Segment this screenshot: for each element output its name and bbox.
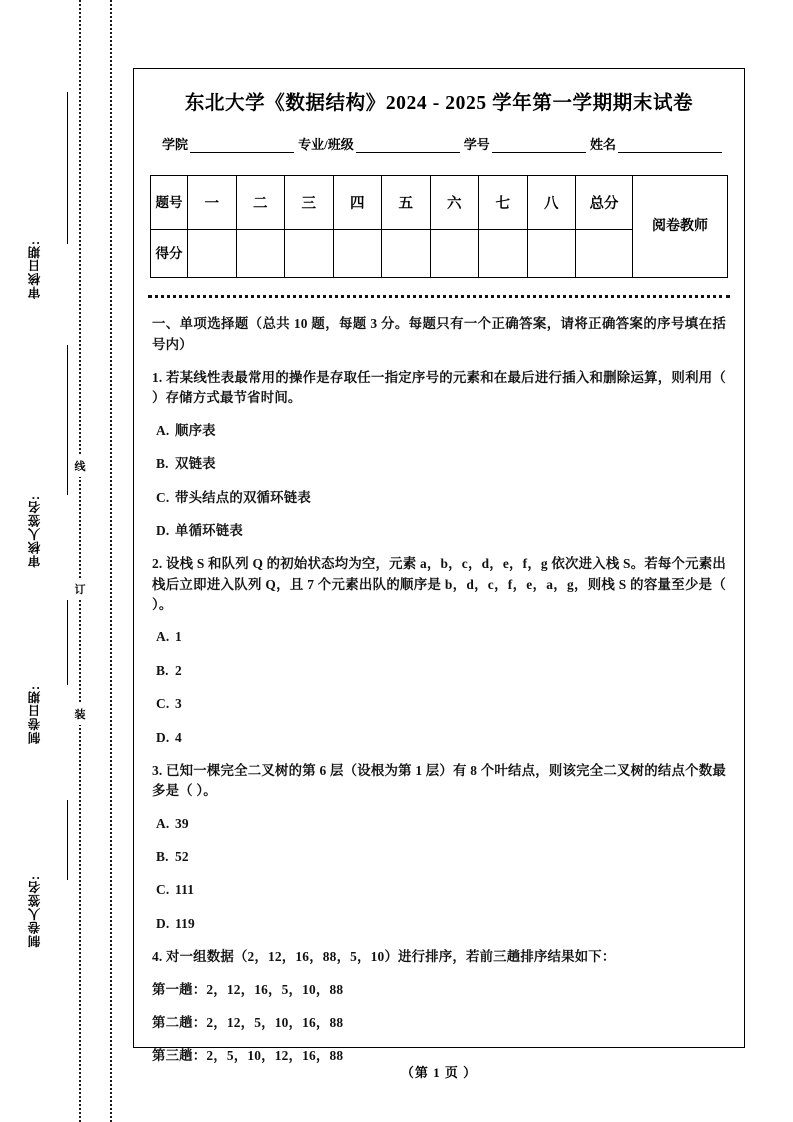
question-stem: 3. 已知一棵完全二叉树的第 6 层（设根为第 1 层）有 8 个叶结点，则该完全二叉树的结点个数最多是（ ）。 — [152, 762, 726, 799]
score-table-score-cell-6[interactable] — [479, 230, 528, 278]
margin-label-0: 审核日期: — [28, 240, 42, 300]
score-table-score-cell-5[interactable] — [430, 230, 479, 278]
option-key: D. — [156, 729, 170, 745]
option-key: A. — [156, 815, 170, 831]
field-blank-department[interactable] — [190, 139, 294, 153]
answer-option[interactable] — [156, 880, 726, 900]
score-table — [150, 175, 728, 278]
option-key: A. — [156, 422, 170, 438]
option-text: 119 — [175, 915, 195, 931]
field-blank-major-class[interactable] — [356, 139, 460, 153]
question-content — [152, 314, 726, 1066]
score-table-col-header-6: 七 — [479, 176, 528, 230]
score-table-score-cell-1[interactable] — [236, 230, 285, 278]
score-table-col-header-0: 一 — [188, 176, 237, 230]
margin-label-2: 制卷日期: — [28, 685, 42, 745]
fold-dotted-line-inner — [110, 0, 112, 1122]
page-footer: （第 1 页 ） — [400, 1065, 478, 1080]
score-table-col-header-4: 五 — [382, 176, 431, 230]
option-key: B. — [156, 662, 169, 678]
option-key: B. — [156, 849, 169, 865]
score-table-score-cell-3[interactable] — [333, 230, 382, 278]
answer-option[interactable] — [156, 661, 726, 681]
option-key: D. — [156, 522, 170, 538]
margin-rule-3 — [67, 800, 68, 880]
option-key: D. — [156, 915, 170, 931]
option-key: C. — [156, 882, 170, 898]
question-subline: 第二趟：2，12，5，10，16，88 — [152, 1014, 344, 1030]
answer-option[interactable] — [156, 521, 726, 541]
student-info-row — [162, 134, 722, 153]
option-text: 52 — [175, 849, 189, 865]
margin-label-3: 制卷人签名: — [28, 875, 42, 948]
score-table-score-cell-2[interactable] — [285, 230, 334, 278]
answer-option[interactable] — [156, 914, 726, 934]
answer-option[interactable] — [156, 814, 726, 834]
option-text: 顺序表 — [175, 422, 216, 438]
option-text: 单循环链表 — [175, 522, 243, 538]
dotted-divider — [148, 295, 730, 298]
field-blank-student-id[interactable] — [492, 139, 586, 153]
option-key: C. — [156, 489, 170, 505]
page-title: 东北大学《数据结构》2024 - 2025 学年第一学期期末试卷 — [184, 93, 694, 114]
score-table-score-cell-7[interactable] — [527, 230, 576, 278]
answer-option[interactable] — [156, 847, 726, 867]
score-table-score-cell-0[interactable] — [188, 230, 237, 278]
fold-mark-2: 装 — [72, 703, 88, 725]
margin-rule-1 — [67, 345, 68, 495]
field-label-major-class: 专业/班级 — [298, 137, 354, 153]
fold-mark-1: 订 — [72, 578, 88, 600]
score-table-col-header-3: 四 — [333, 176, 382, 230]
answer-option[interactable] — [156, 488, 726, 508]
option-text: 1 — [175, 629, 182, 645]
option-text: 39 — [175, 815, 189, 831]
fold-dotted-line-outer — [79, 0, 81, 1122]
question-stem: 4. 对一组数据（2，12，16，88，5，10）进行排序，若前三趟排序结果如下： — [152, 949, 616, 965]
option-key: A. — [156, 629, 170, 645]
margin-rule-0 — [67, 92, 68, 244]
question-item-list — [152, 368, 726, 1067]
option-text: 111 — [175, 882, 195, 898]
field-label-department: 学院 — [162, 137, 189, 153]
score-table-col-header-2: 三 — [285, 176, 334, 230]
question-subline: 第一趟：2，12，16，5，10，88 — [152, 981, 344, 997]
binding-margin-strip — [0, 0, 128, 1122]
option-key: C. — [156, 696, 170, 712]
answer-option[interactable] — [156, 728, 726, 748]
field-blank-name[interactable] — [618, 139, 722, 153]
answer-option[interactable] — [156, 694, 726, 714]
option-text: 2 — [175, 662, 182, 678]
margin-label-1: 审核人签名: — [28, 495, 42, 568]
answer-option[interactable] — [156, 454, 726, 474]
score-table-total-header: 总分 — [576, 176, 633, 230]
question-stem: 2. 设栈 S 和队列 Q 的初始状态均为空，元素 a，b，c，d，e，f，g 依次进入栈 S。若每个元素出栈后立即进入队列 Q，且 7 个元素出队的顺序是 b，d，c，f，e，a，g，则栈 S 的容量至少是（ ）。 — [152, 556, 726, 613]
score-table-row-label-score: 得分 — [151, 230, 188, 278]
question-stem: 1. 若某线性表最常用的操作是存取任一指定序号的元素和在最后进行插入和删除运算，则利用（ ）存储方式最节省时间。 — [152, 370, 726, 406]
score-table-score-cell-8[interactable] — [576, 230, 633, 278]
score-table-header-row — [151, 176, 728, 230]
fold-mark-0: 线 — [72, 455, 88, 477]
option-text: 带头结点的双循环链表 — [175, 489, 311, 505]
score-table-row-label-question-no: 题号 — [151, 176, 188, 230]
field-label-student-id: 学号 — [463, 137, 490, 153]
option-text: 4 — [175, 729, 182, 745]
answer-option[interactable] — [156, 627, 726, 647]
question-subline: 第三趟：2，5，10，12，16，88 — [152, 1048, 344, 1064]
option-text: 3 — [175, 696, 182, 712]
section-heading: 一、单项选择题（总共 10 题，每题 3 分。每题只有一个正确答案，请将正确答案的序号填在括号内） — [152, 316, 726, 352]
score-table-col-header-5: 六 — [430, 176, 479, 230]
score-table-col-header-7: 八 — [527, 176, 576, 230]
field-label-name: 姓名 — [589, 137, 616, 153]
score-table-score-cell-4[interactable] — [382, 230, 431, 278]
option-text: 双链表 — [175, 456, 216, 472]
option-key: B. — [156, 456, 169, 472]
answer-option[interactable] — [156, 421, 726, 441]
exam-paper-frame — [133, 68, 745, 1064]
score-table-grader-header: 阅卷教师 — [633, 176, 728, 278]
margin-rule-2 — [67, 600, 68, 685]
score-table-col-header-1: 二 — [236, 176, 285, 230]
